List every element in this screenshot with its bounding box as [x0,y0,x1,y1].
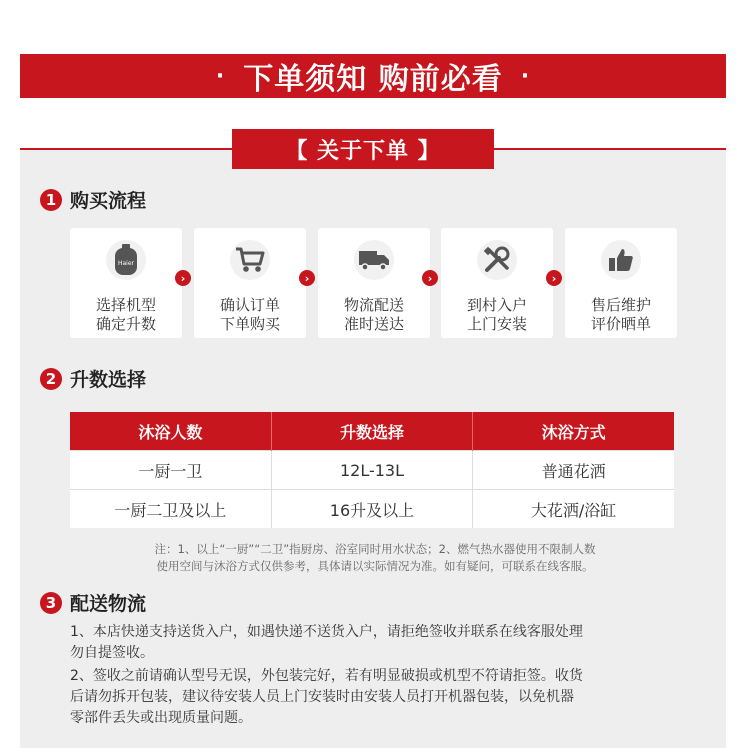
header-banner [20,54,726,98]
step-card-installation [441,228,553,338]
table-cell: 16升及以上 [271,490,472,529]
section-title: 配送物流 [70,593,147,615]
tools-icon [477,240,517,280]
section-title: 升数选择 [70,369,147,391]
section-heading-purchase-flow [40,186,146,213]
delivery-paragraph-2: 2、签收之前请确认型号无误，外包装完好，若有明显破损或机型不符请拒签。收货 后请勿拆开包装，建议待安装人员上门安装时由安装人员打开机器包装，以免机器 零部件丢失或出现质量问题。 [70,668,583,726]
banner-title: 下单须知 购前必看 [243,62,503,97]
section-heading-capacity [40,365,146,392]
section-heading-delivery [40,589,146,616]
table-header: 升数选择 [271,412,472,451]
step-label: 确认订单 下单购买 [219,296,280,333]
purchase-steps [70,228,680,338]
water-heater-icon [106,240,146,280]
table-row [70,490,674,529]
thumbs-up-icon [601,240,641,280]
step-arrow-icon: › [299,270,315,286]
step-label: 到村入户 上门安装 [466,296,527,333]
truck-icon [354,240,394,280]
step-arrow-icon: › [175,270,191,286]
table-cell: 一厨一卫 [70,451,271,490]
section-title: 购买流程 [70,190,147,212]
table-header: 沐浴人数 [70,412,271,451]
banner-dot-right: · [520,63,531,89]
table-header-row [70,412,674,451]
delivery-paragraph-1: 1、本店快递支持送货入户，如遇快递不送货入户，请拒绝签收并联系在线客服处理 勿自提签收。 [70,624,583,661]
section-tab-title: 【 关于下单 】 [285,138,441,164]
cart-icon [230,240,270,280]
section-number: 1 [40,189,62,211]
capacity-note: 注：1、以上“一厨”“二卫”指厨房、浴室同时用水状态；2、燃气热水器使用不限制人数 使用空间与沐浴方式仅供参考，具体请以实际情况为准。如有疑问，可联系在线客服。 [154,542,596,573]
step-arrow-icon: › [546,270,562,286]
section-number: 2 [40,368,62,390]
section-tab-order [232,129,494,169]
capacity-table [70,412,674,528]
step-card-logistics [318,228,430,338]
step-label: 选择机型 确定升数 [95,296,156,333]
step-card-confirm-order [194,228,306,338]
table-cell: 一厨二卫及以上 [70,490,271,529]
table-header: 沐浴方式 [473,412,674,451]
step-label: 售后维护 评价晒单 [590,296,651,333]
section-number: 3 [40,592,62,614]
step-arrow-icon: › [422,270,438,286]
step-label: 物流配送 准时送达 [343,296,404,333]
table-cell: 大花洒/浴缸 [473,490,674,529]
table-row [70,451,674,490]
table-cell: 普通花洒 [473,451,674,490]
brand-label: Haier [117,260,135,267]
banner-dot-left: · [215,63,226,89]
table-cell: 12L-13L [271,451,472,490]
step-card-choose-model [70,228,182,338]
step-card-after-sales [565,228,677,338]
